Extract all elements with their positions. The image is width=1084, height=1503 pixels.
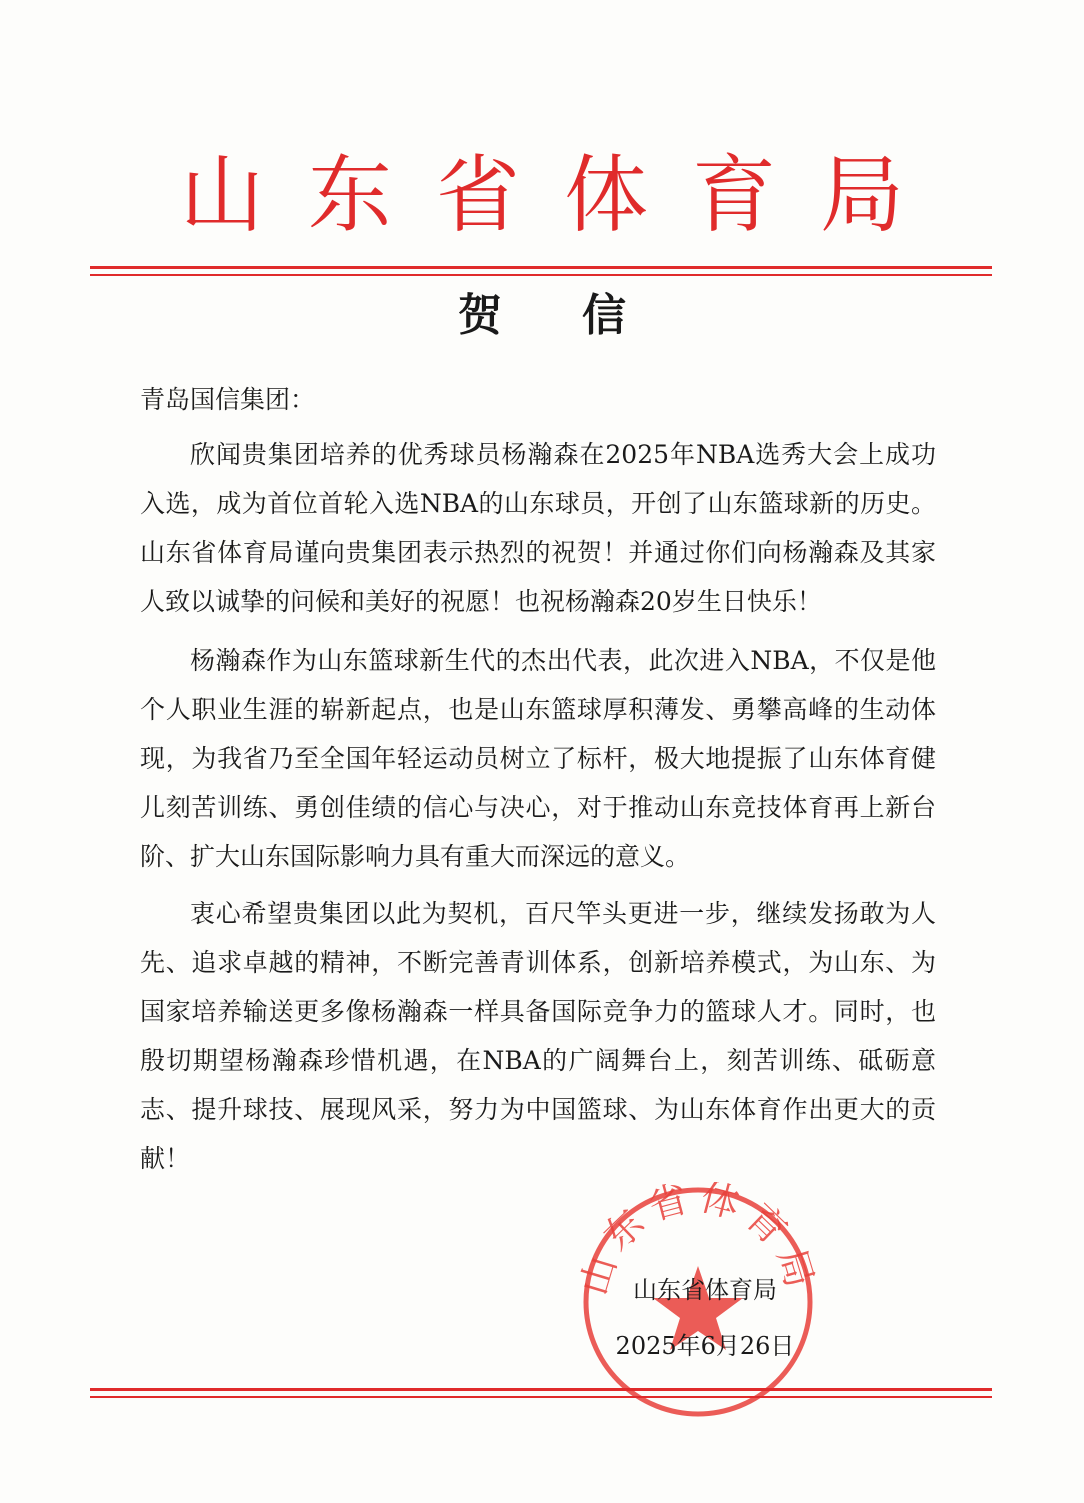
paragraph-3: 衷心希望贵集团以此为契机，百尺竿头更进一步，继续发扬敢为人先、追求卓越的精神，不断完善青训体系，创新培养模式，为山东、为国家培养输送更多像杨瀚森一样具备国际竞争力的篮球人才。同时，也殷切期望杨瀚森珍惜机遇，在NBA的广阔舞台上，刻苦训练、砥砺意志、提升球技、展现风采，努力为中国篮球、为山东体育作出更大的贡献！	[140, 899, 936, 1173]
letter-body	[140, 430, 936, 1191]
header-rule-thick	[90, 266, 992, 269]
footer-rule-thick	[90, 1388, 992, 1391]
paragraph-2: 杨瀚森作为山东篮球新生代的杰出代表，此次进入NBA，不仅是他个人职业生涯的崭新起点，也是山东篮球厚积薄发、勇攀高峰的生动体现，为我省乃至全国年轻运动员树立了标杆，极大地提振了山东体育健儿刻苦训练、勇创佳绩的信心与决心，对于推动山东竞技体育再上新台阶、扩大山东国际影响力具有重大而深远的意义。	[140, 646, 936, 871]
seal-text: 东省体育	[594, 1182, 802, 1259]
salutation: 青岛国信集团：	[140, 385, 316, 414]
letterhead-title: 山东省体育局	[179, 146, 948, 244]
header-rule-thin	[90, 274, 992, 276]
signature-organization: 山东省体育局	[633, 1276, 777, 1304]
footer-rule-thin	[90, 1396, 992, 1398]
signature-block	[600, 1262, 810, 1374]
document-title: 贺信	[458, 290, 706, 341]
paragraph-1: 欣闻贵集团培养的优秀球员杨瀚森在2025年NBA选秀大会上成功入选，成为首位首轮入选NBA的山东球员，开创了山东篮球新的历史。山东省体育局谨向贵集团表示热烈的祝贺！并通过你们向杨瀚森及其家人致以诚挚的问候和美好的祝愿！也祝杨瀚森20岁生日快乐！	[140, 440, 936, 616]
signature-date: 2025年6月26日	[615, 1332, 795, 1360]
